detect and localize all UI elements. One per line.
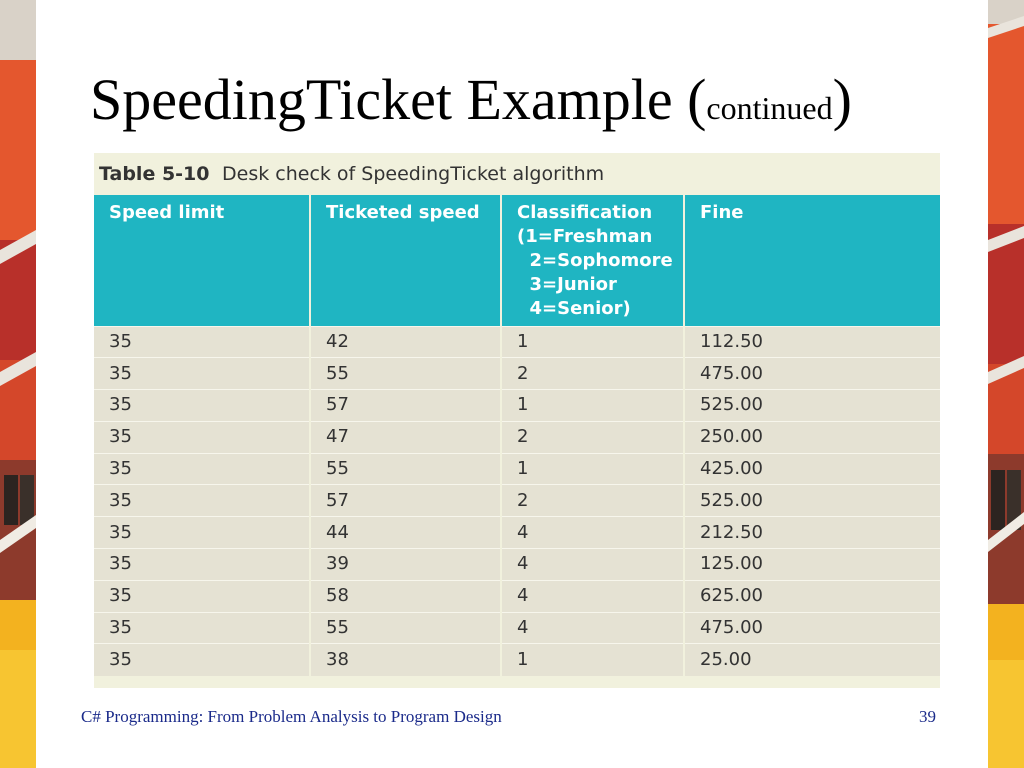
table-cell: 35 [94, 549, 310, 581]
table-cell: 35 [94, 580, 310, 612]
table-cell: 38 [310, 644, 501, 676]
table-cell: 4 [501, 549, 684, 581]
table-cell: 44 [310, 517, 501, 549]
desk-check-table-figure [94, 153, 940, 688]
table-cell: 55 [310, 358, 501, 390]
header-classification-line: Classification [517, 202, 653, 223]
table-cell: 475.00 [684, 612, 940, 644]
header-classification-line: 4=Senior) [517, 298, 631, 319]
table-cell: 475.00 [684, 358, 940, 390]
title-main: SpeedingTicket Example ( [90, 67, 707, 132]
table-cell: 57 [310, 390, 501, 422]
table-cell: 47 [310, 421, 501, 453]
table-cell: 1 [501, 326, 684, 358]
header-fine: Fine [684, 195, 940, 326]
table-cell: 425.00 [684, 453, 940, 485]
table-body [94, 326, 940, 676]
table-cell: 2 [501, 421, 684, 453]
table-cell: 39 [310, 549, 501, 581]
table-cell: 1 [501, 390, 684, 422]
table-cell: 2 [501, 485, 684, 517]
table-cell: 35 [94, 612, 310, 644]
table-row [94, 421, 940, 453]
table-cell: 25.00 [684, 644, 940, 676]
table-caption-number: Table 5-10 [99, 163, 210, 185]
table-caption-text: Desk check of SpeedingTicket algorithm [222, 163, 605, 185]
table-cell: 35 [94, 485, 310, 517]
table-row [94, 358, 940, 390]
table-cell: 35 [94, 453, 310, 485]
table-cell: 112.50 [684, 326, 940, 358]
header-classification-line: 2=Sophomore [517, 250, 673, 271]
table-cell: 55 [310, 612, 501, 644]
header-classification [501, 195, 684, 326]
slide-title [90, 64, 950, 144]
header-speed-limit: Speed limit [94, 195, 310, 326]
table-row [94, 549, 940, 581]
table-row [94, 644, 940, 676]
header-classification-line: (1=Freshman [517, 226, 653, 247]
header-classification-line: 3=Junior [517, 274, 617, 295]
table-row [94, 580, 940, 612]
table-cell: 525.00 [684, 485, 940, 517]
title-continued: continued [706, 90, 833, 126]
desk-check-table [94, 195, 940, 676]
table-cell: 55 [310, 453, 501, 485]
table-cell: 525.00 [684, 390, 940, 422]
right-photo-strip [988, 0, 1024, 768]
left-photo-strip [0, 0, 36, 768]
table-header-row [94, 195, 940, 326]
table-cell: 4 [501, 612, 684, 644]
table-cell: 35 [94, 421, 310, 453]
table-caption [94, 153, 940, 195]
table-row [94, 326, 940, 358]
table-row [94, 453, 940, 485]
table-row [94, 517, 940, 549]
table-cell: 35 [94, 390, 310, 422]
table-row [94, 485, 940, 517]
footer-page-number: 39 [919, 707, 936, 726]
table-cell: 1 [501, 453, 684, 485]
header-ticketed-speed: Ticketed speed [310, 195, 501, 326]
table-cell: 35 [94, 358, 310, 390]
table-cell: 625.00 [684, 580, 940, 612]
table-cell: 42 [310, 326, 501, 358]
table-cell: 125.00 [684, 549, 940, 581]
table-cell: 4 [501, 517, 684, 549]
table-cell: 1 [501, 644, 684, 676]
table-cell: 4 [501, 580, 684, 612]
table-cell: 58 [310, 580, 501, 612]
table-cell: 35 [94, 517, 310, 549]
table-cell: 2 [501, 358, 684, 390]
table-row [94, 390, 940, 422]
footer-course-title: C# Programming: From Problem Analysis to Program Design [81, 707, 502, 726]
table-row [94, 612, 940, 644]
table-cell: 35 [94, 644, 310, 676]
table-cell: 57 [310, 485, 501, 517]
table-cell: 250.00 [684, 421, 940, 453]
title-close: ) [832, 67, 852, 132]
table-cell: 35 [94, 326, 310, 358]
table-cell: 212.50 [684, 517, 940, 549]
